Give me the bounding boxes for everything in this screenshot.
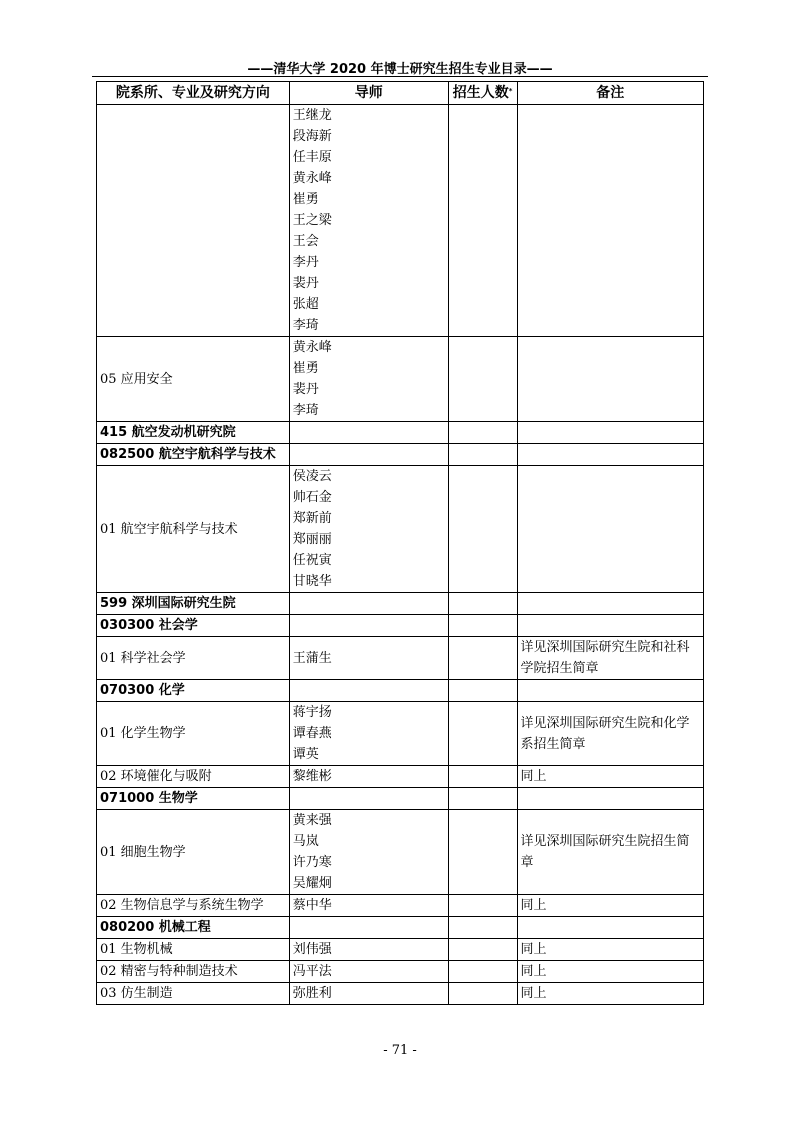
advisor-list — [289, 105, 448, 337]
table-row — [97, 939, 704, 961]
advisor-name: 刘伟强 — [292, 942, 332, 957]
enrollment-catalog-table — [96, 81, 704, 1005]
advisor-name: 谭英 — [292, 747, 319, 762]
advisor-name: 李丹 — [292, 255, 319, 270]
quota-cell — [448, 961, 517, 983]
advisor-name: 冯平法 — [292, 964, 332, 979]
empty-cell — [448, 444, 517, 466]
advisor-list — [289, 466, 448, 593]
research-direction: 03 仿生制造 — [97, 983, 290, 1005]
note-cell: 详见深圳国际研究生院和社科学院招生简章 — [517, 637, 703, 680]
table-row — [97, 810, 704, 895]
quota-cell — [448, 105, 517, 337]
empty-cell — [448, 788, 517, 810]
research-direction: 02 环境催化与吸附 — [97, 766, 290, 788]
advisor-name: 黄永峰 — [292, 340, 332, 355]
empty-cell — [289, 788, 448, 810]
section-row — [97, 917, 704, 939]
note-cell: 详见深圳国际研究生院和化学系招生简章 — [517, 702, 703, 766]
quota-cell — [448, 810, 517, 895]
empty-cell — [517, 444, 703, 466]
advisor-name: 王会 — [292, 234, 319, 249]
page-header-title: ——清华大学 2020 年博士研究生招生专业目录—— — [247, 62, 553, 77]
advisor-name: 蔡中华 — [292, 898, 332, 913]
research-direction: 02 精密与特种制造技术 — [97, 961, 290, 983]
empty-cell — [448, 422, 517, 444]
note-cell — [517, 337, 703, 422]
note-cell: 详见深圳国际研究生院招生简章 — [517, 810, 703, 895]
research-direction: 01 生物机械 — [97, 939, 290, 961]
empty-cell — [517, 917, 703, 939]
empty-cell — [289, 444, 448, 466]
section-title: 599 深圳国际研究生院 — [97, 593, 290, 615]
advisor-name: 李琦 — [292, 403, 319, 418]
advisor-name: 王蒲生 — [292, 650, 332, 666]
section-row — [97, 422, 704, 444]
advisor-name: 任祝寅 — [292, 553, 332, 568]
table-row — [97, 637, 704, 680]
section-title: 030300 社会学 — [97, 615, 290, 637]
advisor-name: 李琦 — [292, 318, 319, 333]
table-row — [97, 983, 704, 1005]
header-note: 备注 — [517, 82, 703, 105]
research-direction: 02 生物信息学与系统生物学 — [97, 895, 290, 917]
section-row — [97, 680, 704, 702]
advisor-list — [289, 637, 448, 680]
advisor-name: 王之梁 — [292, 213, 332, 228]
quota-cell — [448, 983, 517, 1005]
header-quota-mark: * — [508, 87, 513, 95]
note-cell: 同上 — [517, 939, 703, 961]
table-row — [97, 337, 704, 422]
empty-cell — [289, 422, 448, 444]
quota-cell — [448, 337, 517, 422]
page-number: - 71 - — [383, 1043, 417, 1058]
note-cell — [517, 105, 703, 337]
advisor-name: 郑新前 — [292, 511, 332, 526]
section-row — [97, 593, 704, 615]
table-row — [97, 895, 704, 917]
advisor-list — [289, 961, 448, 983]
advisor-list — [289, 939, 448, 961]
empty-cell — [448, 615, 517, 637]
advisor-name: 裴丹 — [292, 382, 319, 397]
quota-cell — [448, 939, 517, 961]
table-row — [97, 766, 704, 788]
section-title: 082500 航空宇航科学与技术 — [97, 444, 290, 466]
advisor-name: 崔勇 — [292, 192, 319, 207]
advisor-list — [289, 895, 448, 917]
note-cell: 同上 — [517, 766, 703, 788]
advisor-name: 许乃寒 — [292, 855, 332, 870]
quota-cell — [448, 637, 517, 680]
section-title: 070300 化学 — [97, 680, 290, 702]
advisor-name: 蒋宇扬 — [292, 705, 332, 720]
research-direction: 01 航空宇航科学与技术 — [97, 466, 290, 593]
advisor-name: 甘晓华 — [292, 574, 332, 589]
advisor-name: 崔勇 — [292, 361, 319, 376]
table-body — [97, 105, 704, 1005]
table-header-row — [97, 82, 704, 105]
table-row — [97, 961, 704, 983]
advisor-list — [289, 766, 448, 788]
empty-cell — [289, 917, 448, 939]
research-direction: 05 应用安全 — [97, 337, 290, 422]
empty-cell — [448, 593, 517, 615]
advisor-name: 弥胜利 — [292, 986, 332, 1001]
research-direction: 01 科学社会学 — [97, 637, 290, 680]
section-title: 080200 机械工程 — [97, 917, 290, 939]
empty-cell — [517, 680, 703, 702]
quota-cell — [448, 702, 517, 766]
header-quota-label: 招生人数 — [452, 85, 509, 101]
section-title: 415 航空发动机研究院 — [97, 422, 290, 444]
table-row — [97, 702, 704, 766]
section-row — [97, 444, 704, 466]
header-advisor: 导师 — [289, 82, 448, 105]
empty-cell — [448, 680, 517, 702]
advisor-list — [289, 702, 448, 766]
advisor-name: 张超 — [292, 297, 319, 312]
advisor-name: 王继龙 — [292, 108, 332, 123]
quota-cell — [448, 895, 517, 917]
header-quota — [448, 82, 517, 105]
section-row — [97, 615, 704, 637]
quota-cell — [448, 466, 517, 593]
note-cell: 同上 — [517, 961, 703, 983]
empty-cell — [289, 615, 448, 637]
research-direction: 01 化学生物学 — [97, 702, 290, 766]
advisor-name: 侯凌云 — [292, 469, 332, 484]
header-dept: 院系所、专业及研究方向 — [97, 82, 290, 105]
section-title: 071000 生物学 — [97, 788, 290, 810]
advisor-name: 黄永峰 — [292, 171, 332, 186]
research-direction: 01 细胞生物学 — [97, 810, 290, 895]
advisor-name: 黄来强 — [292, 813, 332, 828]
quota-cell — [448, 766, 517, 788]
note-cell — [517, 466, 703, 593]
empty-cell — [517, 615, 703, 637]
advisor-name: 谭春燕 — [292, 726, 332, 741]
advisor-name: 帅石金 — [292, 490, 332, 505]
advisor-name: 裴丹 — [292, 276, 319, 291]
table-row — [97, 105, 704, 337]
advisor-name: 段海新 — [292, 129, 332, 144]
advisor-name: 马岚 — [292, 834, 319, 849]
header-rule — [92, 76, 708, 77]
table-row — [97, 466, 704, 593]
advisor-list — [289, 983, 448, 1005]
note-cell: 同上 — [517, 983, 703, 1005]
advisor-list — [289, 810, 448, 895]
section-row — [97, 788, 704, 810]
research-direction — [97, 105, 290, 337]
note-cell: 同上 — [517, 895, 703, 917]
empty-cell — [517, 422, 703, 444]
empty-cell — [289, 593, 448, 615]
empty-cell — [517, 788, 703, 810]
empty-cell — [289, 680, 448, 702]
advisor-name: 郑丽丽 — [292, 532, 332, 547]
empty-cell — [448, 917, 517, 939]
advisor-name: 吴耀炯 — [292, 876, 332, 891]
empty-cell — [517, 593, 703, 615]
advisor-list — [289, 337, 448, 422]
advisor-name: 任丰原 — [292, 150, 332, 165]
advisor-name: 黎维彬 — [292, 769, 332, 784]
